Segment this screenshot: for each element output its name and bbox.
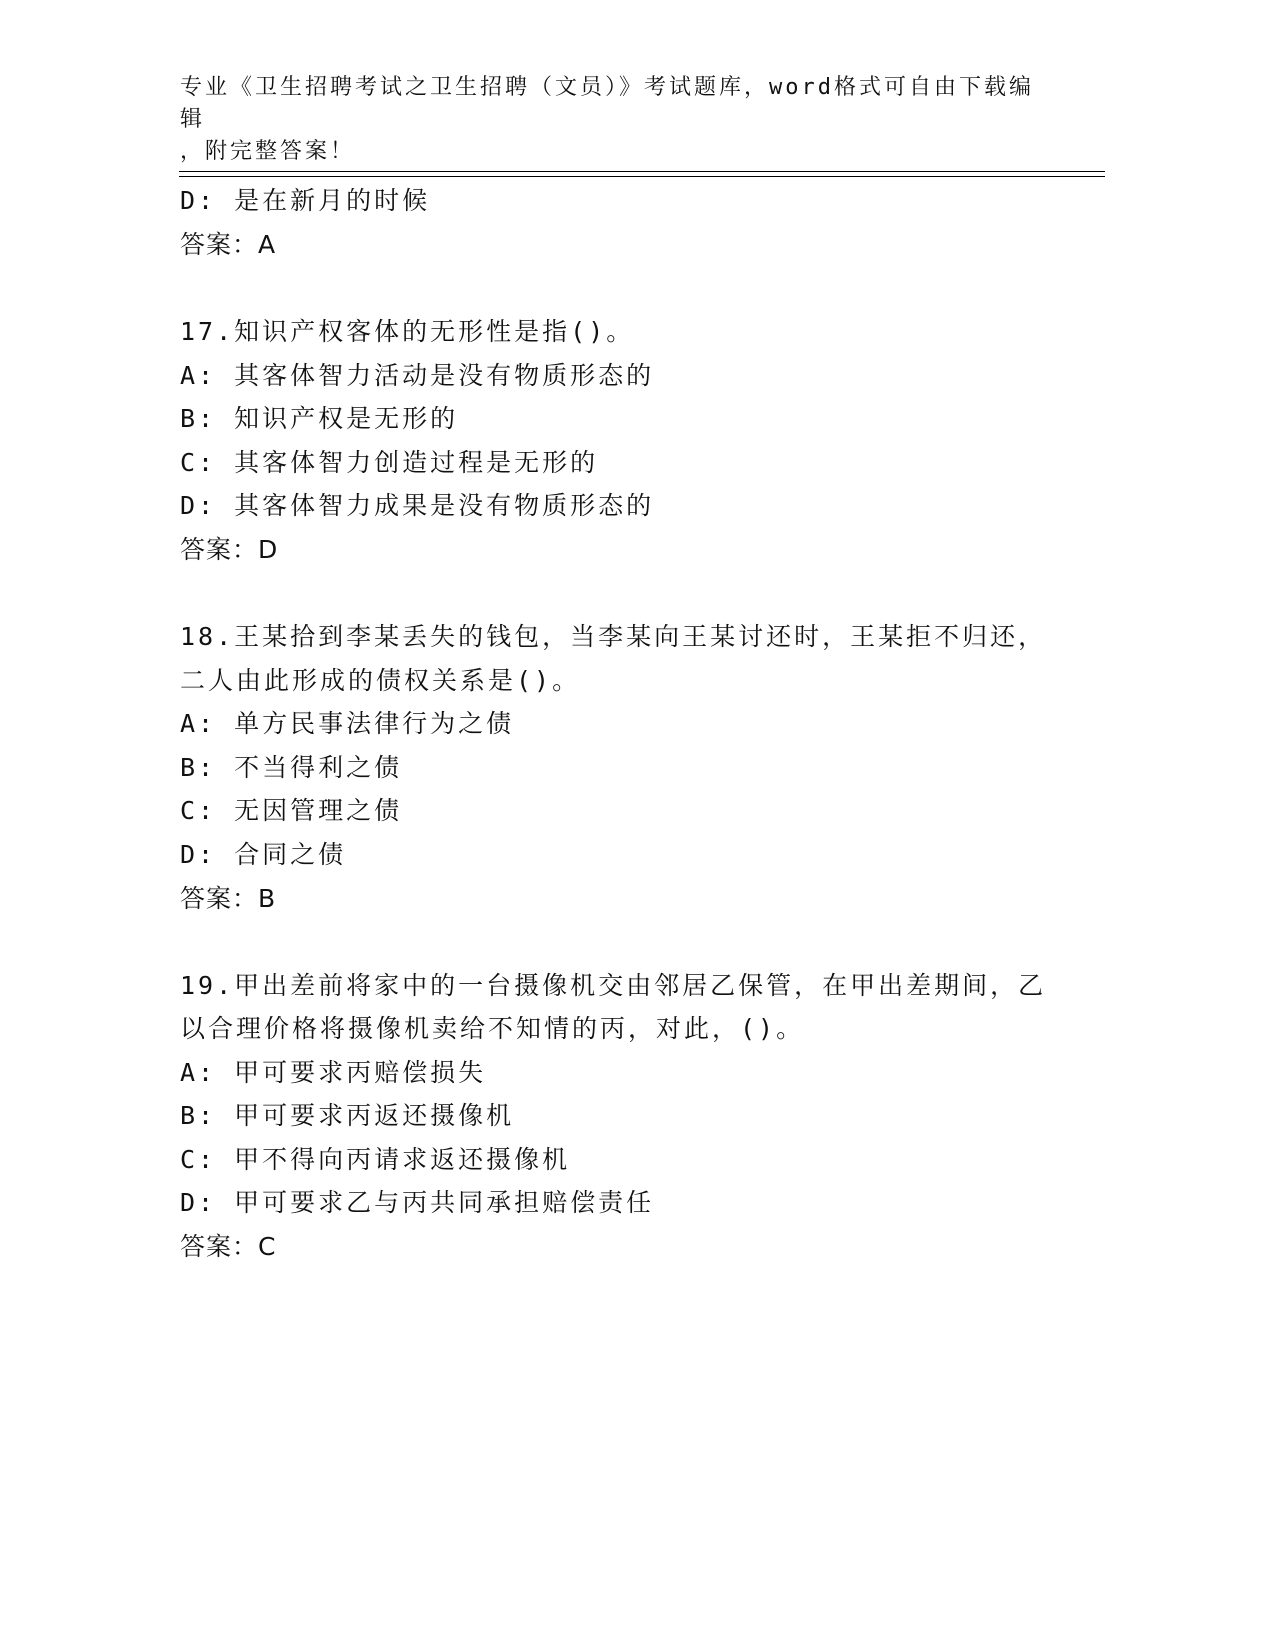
question-17-option-a: A: 其客体智力活动是没有物质形态的 [180,361,655,390]
header-line-2: ，附完整答案！ [180,139,356,164]
header-divider-top [179,171,1105,172]
question-19-option-a: A: 甲可要求丙赔偿损失 [180,1058,487,1087]
header-divider-bottom [179,176,1105,177]
question-18-option-b: B: 不当得利之债 [180,753,403,782]
question-18-answer: 答案：B [180,884,277,913]
prev-question-answer: 答案：A [180,230,277,259]
document-header [180,72,1040,168]
question-18-option-c: C: 无因管理之债 [180,796,403,825]
question-19-option-d: D: 甲可要求乙与丙共同承担赔偿责任 [180,1188,655,1217]
question-18-option-d: D: 合同之债 [180,840,347,869]
question-19-stem-line-1: 19.甲出差前将家中的一台摄像机交由邻居乙保管，在甲出差期间，乙 [180,971,1047,1000]
question-19-option-b: B: 甲可要求丙返还摄像机 [180,1101,515,1130]
question-17-option-b: B: 知识产权是无形的 [180,404,459,433]
question-17-stem: 17.知识产权客体的无形性是指()。 [180,317,635,346]
question-19-stem-line-2: 以合理价格将摄像机卖给不知情的丙，对此，()。 [180,1014,805,1043]
question-17-option-d: D: 其客体智力成果是没有物质形态的 [180,491,655,520]
question-18-option-a: A: 单方民事法律行为之债 [180,709,515,738]
prev-question-option-d: D: 是在新月的时候 [180,186,431,215]
header-line-1: 专业《卫生招聘考试之卫生招聘（文员）》考试题库，word格式可自由下载编辑 [180,75,1034,132]
question-17-option-c: C: 其客体智力创造过程是无形的 [180,448,599,477]
question-17-answer: 答案：D [180,535,279,564]
question-19-option-c: C: 甲不得向丙请求返还摄像机 [180,1145,571,1174]
question-18-stem-line-2: 二人由此形成的债权关系是()。 [180,666,581,695]
question-18-stem-line-1: 18.王某拾到李某丢失的钱包，当李某向王某讨还时，王某拒不归还， [180,622,1047,651]
question-19-answer: 答案：C [180,1232,277,1261]
